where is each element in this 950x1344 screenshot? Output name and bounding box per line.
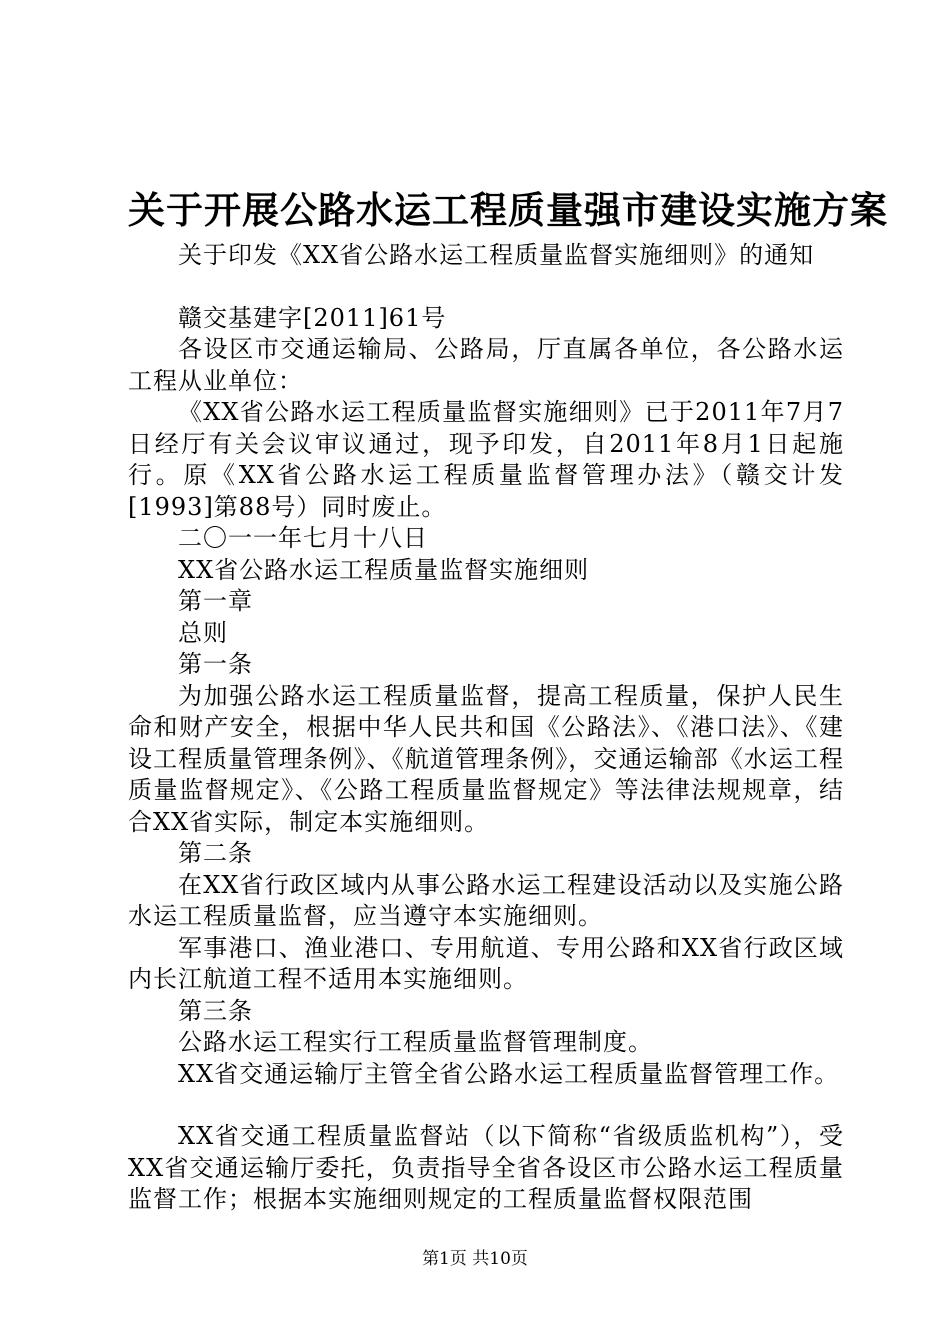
article-paragraph: 在XX省行政区域内从事公路水运工程建设活动以及实施公路水运工程质量监督，应当遵守本实施细则。	[128, 870, 844, 930]
document-body	[128, 240, 844, 1216]
article-heading: 第一条	[178, 650, 253, 678]
document-number: 赣交基建字[2011]61号	[178, 303, 447, 332]
notice-heading: 关于印发《XX省公路水运工程质量监督实施细则》的通知	[178, 241, 815, 269]
regulation-title: XX省公路水运工程质量监督实施细则	[178, 555, 590, 584]
document-title: 关于开展公路水运工程质量强市建设实施方案	[128, 188, 888, 232]
blank-line	[128, 1090, 844, 1121]
article-heading: 第二条	[178, 839, 253, 867]
chapter-heading: 第一章	[178, 587, 253, 615]
article-paragraph: 为加强公路水运工程质量监督，提高工程质量，保护人民生命和财产安全，根据中华人民共和国《公路法》、《港口法》、《建设工程质量管理条例》、《航道管理条例》，交通运输部《水运工程质量监督规定》、《公路工程质量监督规定》等法律法规规章，结合XX省实际，制定本实施细则。	[128, 681, 844, 836]
article-heading: 第三条	[178, 996, 253, 1025]
page-footer: 第1页 共10页	[422, 1249, 528, 1269]
announcement-paragraph: 《XX省公路水运工程质量监督实施细则》已于2011年7月7日经厅有关会议审议通过，现予印发，自2011年8月1日起施行。原《XX省公路水运工程质量监督管理办法》（赣交计发[1993]第88号）同时废止。	[128, 398, 844, 521]
issue-date: 二〇一一年七月十八日	[178, 524, 428, 552]
chapter-name: 总则	[178, 618, 228, 647]
article-paragraph: 公路水运工程实行工程质量监督管理制度。	[178, 1028, 653, 1056]
article-paragraph: XX省交通运输厅主管全省公路水运工程质量监督管理工作。	[178, 1059, 840, 1088]
addressee-paragraph: 各设区市交通运输局、公路局，厅直属各单位，各公路水运工程从业单位：	[128, 335, 844, 395]
article-paragraph: XX省交通工程质量监督站（以下简称“省级质监机构”），受XX省交通运输厅委托，负责指导全省各设区市公路水运工程质量监督工作；根据本实施细则规定的工程质量监督权限范围	[128, 1122, 844, 1213]
blank-line	[128, 272, 844, 303]
article-paragraph: 军事港口、渔业港口、专用航道、专用公路和XX省行政区域内长江航道工程不适用本实施细则。	[128, 933, 844, 993]
